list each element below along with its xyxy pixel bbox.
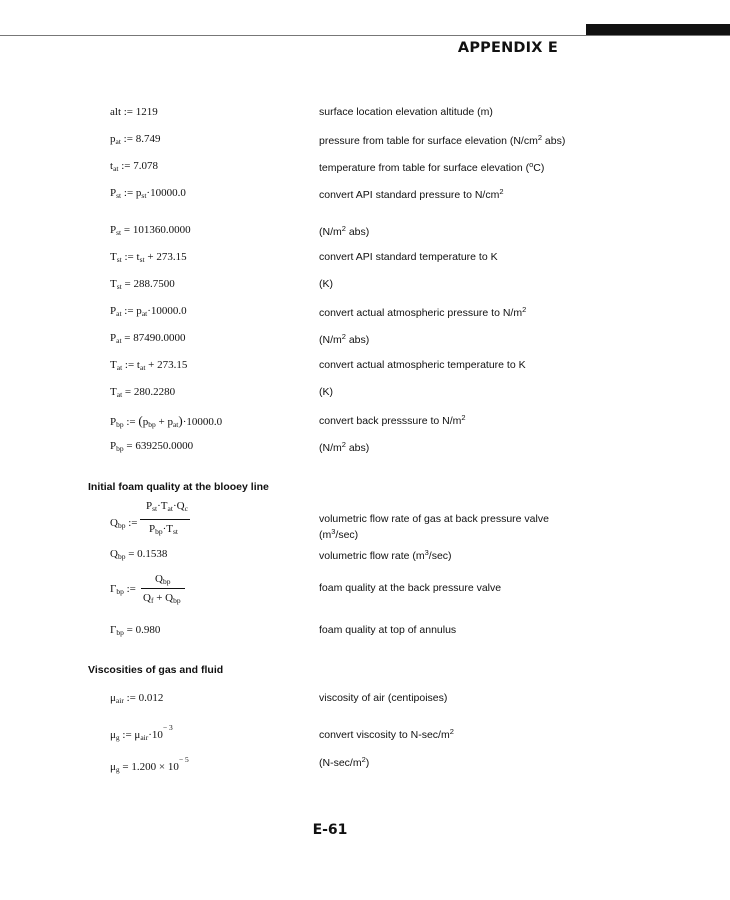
desc-T-at-val: (K): [319, 386, 333, 398]
frac-Q-bp-bar: [140, 519, 190, 520]
desc-Gamma-bp: foam quality at the back pressure valve: [319, 582, 502, 594]
desc-Q-bp-1: volumetric flow rate of gas at back pressure valve: [319, 513, 549, 525]
eq-Q-bp-lhs: $Q_{bp}$ :=: [110, 517, 138, 530]
desc-P-at-def: convert actual atmospheric pressure to $N/m^2$: [319, 305, 527, 319]
desc-P-st-def: convert API standard pressure to $N/cm^2$: [319, 187, 504, 201]
eq-Gamma-bp-val: $\Gamma_{bp} = 0.980$: [110, 624, 161, 637]
desc-P-bp-def: convert back presssure to $N/m^2$: [319, 413, 466, 427]
desc-T-at-def: convert actual atmospheric temperature to K: [319, 359, 526, 371]
eq-P-at-def: $P_{at}$ := $p_{at}\cdot 10000.0$: [110, 305, 187, 318]
desc-p-at: pressure from table for surface elevation ($N/cm^2$ abs): [319, 133, 566, 147]
desc-alt: surface location elevation altitude (m): [319, 106, 493, 118]
eq-P-bp-def: $P_{bp}$ := $(p_{bp} + p_{at})\cdot 10000.0$: [110, 413, 223, 429]
eq-T-at-val: $T_{at} = 280.2280$: [110, 386, 176, 399]
page-number: E-61: [312, 822, 348, 838]
frac-Q-bp-den: $P_{bp}\cdot T_{st}$: [149, 523, 179, 536]
eq-mu-air: $\mu_{air}$ := 0.012: [110, 692, 164, 705]
desc-Gamma-bp-val: foam quality at top of annulus: [319, 624, 457, 636]
eq-T-st-val: $T_{st} = 288.7500$: [110, 278, 175, 291]
eq-Gamma-bp-lhs: $\Gamma_{bp}$ :=: [110, 583, 136, 596]
eq-mu-g-def: $\mu_g$ := $\mu_{air}\cdot 10^{- 3}$: [110, 723, 173, 742]
desc-P-at-val: ($N/m^2$ abs): [319, 332, 370, 346]
desc-t-at: temperature from table for surface elevation ($^o$C): [319, 160, 545, 174]
header-rule: [0, 35, 730, 36]
eq-T-st-def: $T_{st}$ := $t_{st} + 273.15$: [110, 251, 187, 264]
eq-p-at: $p_{at}$ := 8.749: [110, 133, 161, 146]
frac-Gamma-bp-bar: [141, 588, 185, 589]
desc-P-st-val: ($N/m^2$ abs): [319, 224, 370, 238]
desc-mu-air: viscosity of air (centipoises): [319, 692, 448, 704]
desc-T-st-def: convert API standard temperature to K: [319, 251, 498, 263]
header-bar: [586, 24, 730, 35]
eq-P-st-def: $P_{st}$ := $p_{st}\cdot 10000.0$: [110, 187, 186, 200]
section-visc-heading: Viscosities of gas and fluid: [88, 664, 224, 676]
desc-Q-bp-val: volumetric flow rate $(m^3/\sec)$: [319, 548, 452, 562]
eq-Q-bp-val: $Q_{bp} = 0.1538$: [110, 548, 168, 561]
desc-T-st-val: (K): [319, 278, 333, 290]
eq-t-at: $t_{at}$ := 7.078: [110, 160, 158, 173]
frac-Gamma-bp-den: $Q_f + Q_{bp}$: [143, 592, 181, 605]
desc-Q-bp-2: $(m^3/\sec)$: [319, 527, 359, 541]
appendix-title: APPENDIX E: [457, 40, 558, 56]
desc-mu-g-def: convert viscosity to $N-\sec/m^2$: [319, 727, 454, 741]
eq-P-at-val: $P_{at} = 87490.0000$: [110, 332, 186, 345]
frac-Q-bp-num: $P_{st}\cdot T_{at}\cdot Q_c$: [146, 500, 188, 513]
frac-Gamma-bp-num: $Q_{bp}$: [155, 573, 171, 586]
desc-P-bp-val: ($N/m^2$ abs): [319, 440, 370, 454]
eq-mu-g-val: $\mu_g = 1.200 \times 10^{- 5}$: [110, 755, 189, 774]
eq-P-st-val: $P_{st} = 101360.0000$: [110, 224, 191, 237]
desc-mu-g-val: $(N-\sec/m^2)$: [319, 755, 370, 769]
eq-alt: alt := 1219: [110, 106, 158, 118]
eq-P-bp-val: $P_{bp} = 639250.0000$: [110, 440, 194, 453]
section-foam-heading: Initial foam quality at the blooey line: [88, 481, 269, 493]
eq-T-at-def: $T_{at}$ := $t_{at} + 273.15$: [110, 359, 188, 372]
